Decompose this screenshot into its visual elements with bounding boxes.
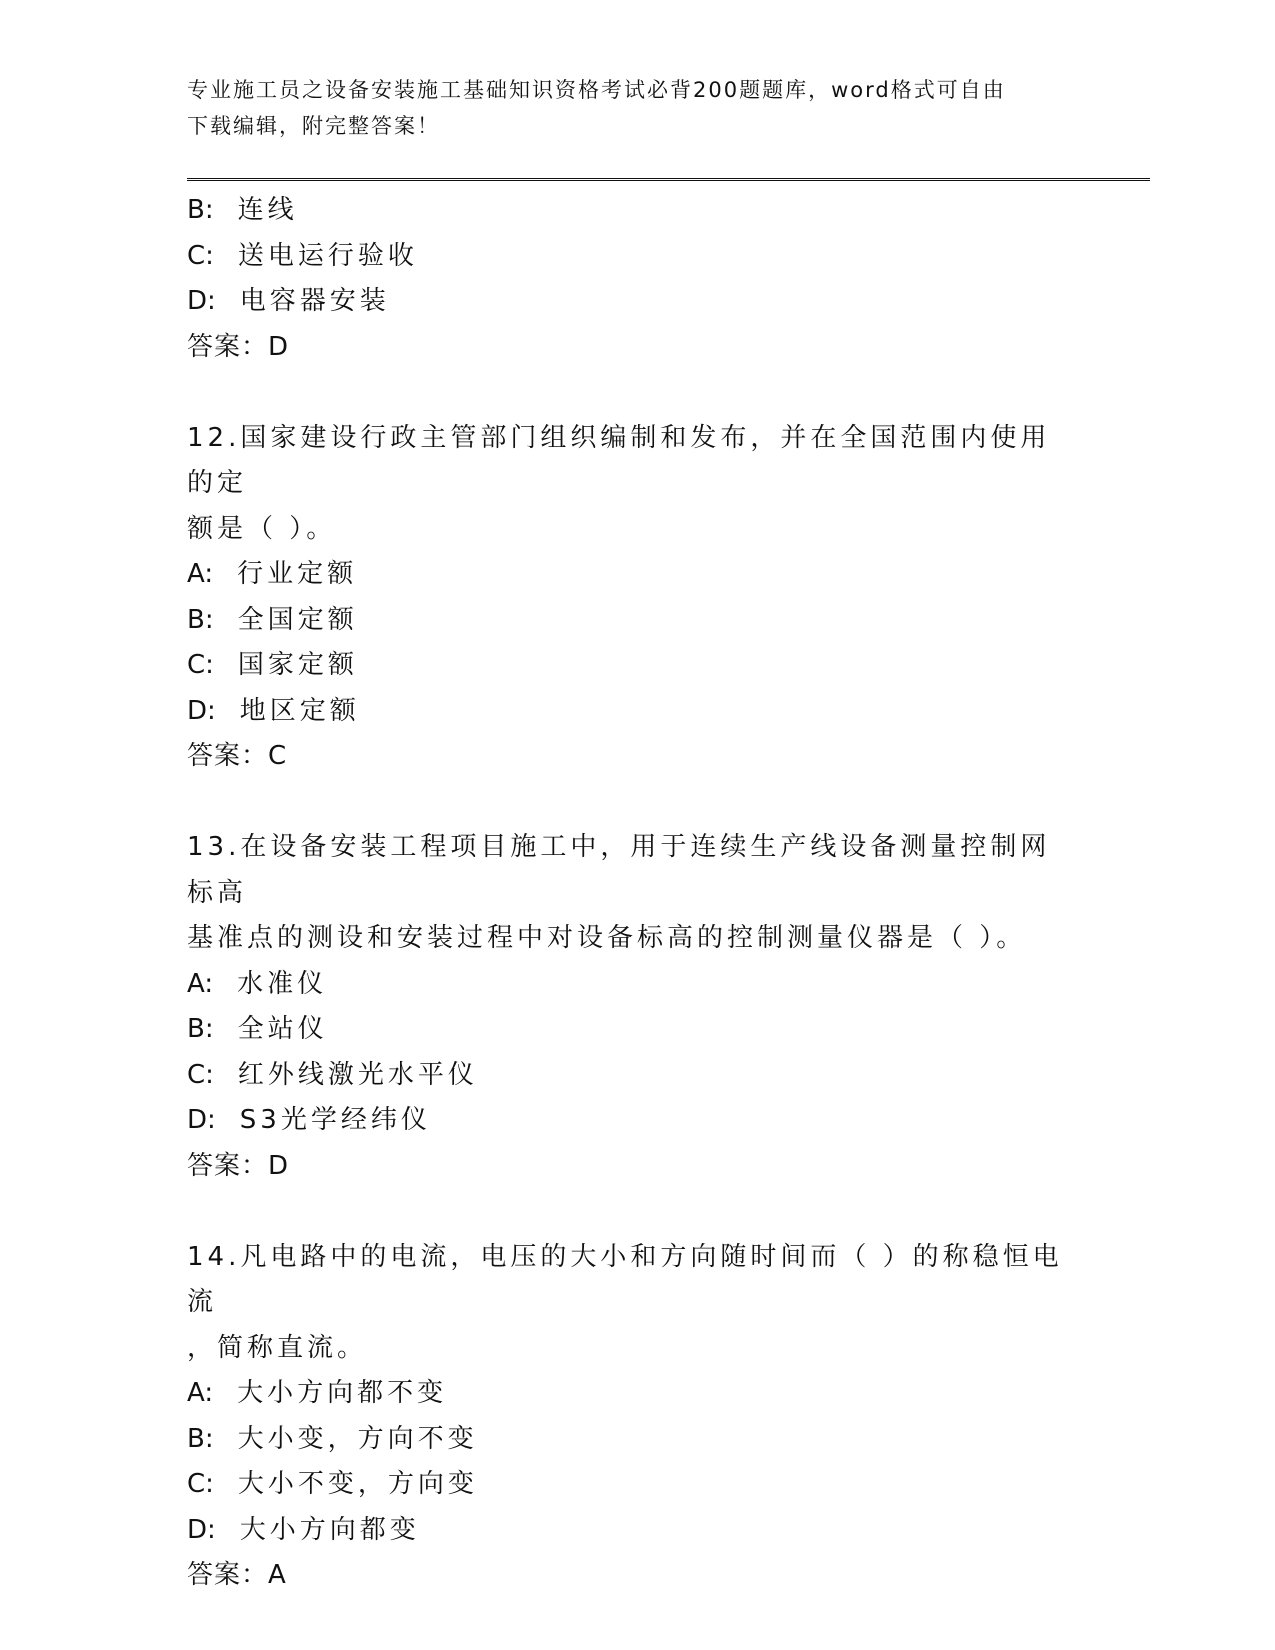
- question-14: [187, 1235, 1087, 1599]
- option-c: C: 红外线激光水平仪: [187, 1059, 478, 1090]
- option-b: B: 全站仪: [187, 1014, 328, 1044]
- question-content: [187, 188, 1087, 1599]
- header-divider: [187, 178, 1150, 181]
- option-b: B: 连线: [187, 195, 298, 225]
- question-fragment: [187, 188, 1087, 370]
- option-b: B: 全国定额: [187, 604, 358, 635]
- option-a: A: 水准仪: [187, 968, 328, 999]
- option-d: D: 电容器安装: [187, 286, 390, 316]
- option-c: C: 大小不变，方向变: [187, 1469, 478, 1499]
- option-c: C: 国家定额: [187, 650, 358, 680]
- answer-line: 答案：C: [187, 741, 288, 771]
- option-a: A: 行业定额: [187, 559, 358, 589]
- option-c: C: 送电运行验收: [187, 240, 418, 271]
- question-stem: 12.国家建设行政主管部门组织编制和发布，并在全国范围内使用的定 额是（ ）。: [187, 422, 1051, 544]
- option-d: D: S3光学经纬仪: [187, 1105, 431, 1135]
- option-a: A: 大小方向都不变: [187, 1378, 448, 1408]
- question-stem: 13.在设备安装工程项目施工中，用于连续生产线设备测量控制网标高 基准点的测设和安装过程中对设备标高的控制测量仪器是（ ）。: [187, 832, 1051, 953]
- question-13: [187, 825, 1087, 1189]
- question-12: [187, 416, 1087, 780]
- option-b: B: 大小变，方向不变: [187, 1423, 478, 1454]
- option-d: D: 地区定额: [187, 695, 360, 726]
- option-d: D: 大小方向都变: [187, 1514, 420, 1545]
- header-line-2: 下载编辑，附完整答案！: [187, 114, 440, 138]
- answer-line: 答案：A: [187, 1560, 287, 1590]
- page-header: [187, 72, 1067, 144]
- answer-line: 答案：D: [187, 331, 290, 362]
- question-stem: 14.凡电路中的电流，电压的大小和方向随时间而（ ）的称稳恒电流 ，简称直流。: [187, 1241, 1063, 1363]
- answer-line: 答案：D: [187, 1150, 290, 1181]
- header-line-1: 专业施工员之设备安装施工基础知识资格考试必背200题题库，word格式可自由: [187, 78, 1006, 102]
